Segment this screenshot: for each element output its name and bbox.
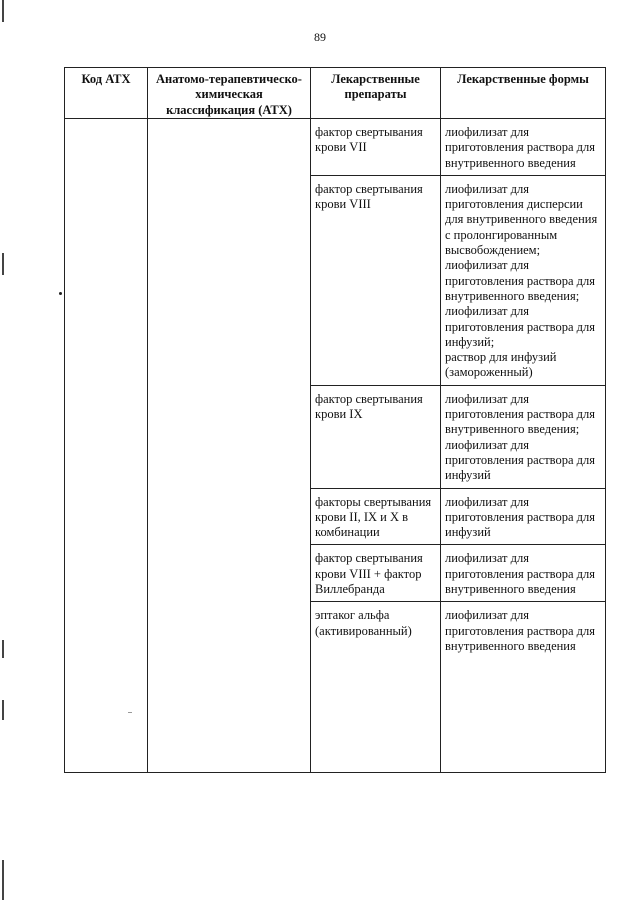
form-line: лиофилизат для приготовления дисперсии для внутривенного введения с пролонгированным высвобождением; (445, 181, 598, 258)
scan-edge-mark (2, 640, 4, 658)
atx-table (64, 67, 606, 773)
forms-cell (441, 488, 606, 545)
form-line: лиофилизат для приготовления раствора для инфузий; (445, 304, 595, 349)
header-atx-classification: Анатомо-терапевтическо-химическая классификация (АТХ) (148, 68, 311, 119)
form-line: лиофилизат для приготовления раствора для внутривенного введения; (445, 391, 595, 437)
forms-cell (441, 545, 606, 602)
form-line: лиофилизат для приготовления раствора для внутривенного введения; (445, 258, 595, 303)
page-number: 89 (314, 30, 326, 44)
drug-cell: фактор свертывания крови VIII + фактор Виллебранда (311, 545, 441, 602)
form-line: раствор для инфузий (замороженный) (445, 350, 557, 380)
forms-cell (441, 602, 606, 773)
form-line: лиофилизат для приготовления раствора для инфузий (445, 494, 595, 540)
table-row (65, 119, 606, 176)
forms-cell (441, 385, 606, 488)
header-drugs: Лекарственные препараты (311, 68, 441, 119)
atx-classification-cell (148, 119, 311, 773)
drug-cell: фактор свертывания крови VIII (311, 175, 441, 385)
header-atx-code: Код АТХ (65, 68, 148, 119)
form-line: лиофилизат для приготовления раствора для внутривенного введения (445, 125, 595, 170)
drug-cell: эптаког альфа (активированный) (311, 602, 441, 773)
table-header-row (65, 68, 606, 119)
scan-edge-mark (2, 700, 4, 720)
drug-cell: фактор свертывания крови VII (311, 119, 441, 176)
scan-edge-mark (2, 0, 4, 22)
scan-edge-mark (2, 860, 4, 900)
forms-cell (441, 119, 606, 176)
drug-cell: фактор свертывания крови IX (311, 385, 441, 488)
form-line: лиофилизат для приготовления раствора для внутривенного введения (445, 608, 595, 653)
form-line: лиофилизат для приготовления раствора для внутривенного введения (445, 551, 595, 597)
scan-edge-mark (2, 253, 4, 275)
forms-cell (441, 175, 606, 385)
atx-code-cell (65, 119, 148, 773)
header-dosage-forms: Лекарственные формы (441, 68, 606, 119)
scan-speck (59, 292, 62, 295)
drug-cell: факторы свертывания крови II, IX и X в комбинации (311, 488, 441, 545)
form-line: лиофилизат для приготовления раствора для инфузий (445, 437, 595, 483)
